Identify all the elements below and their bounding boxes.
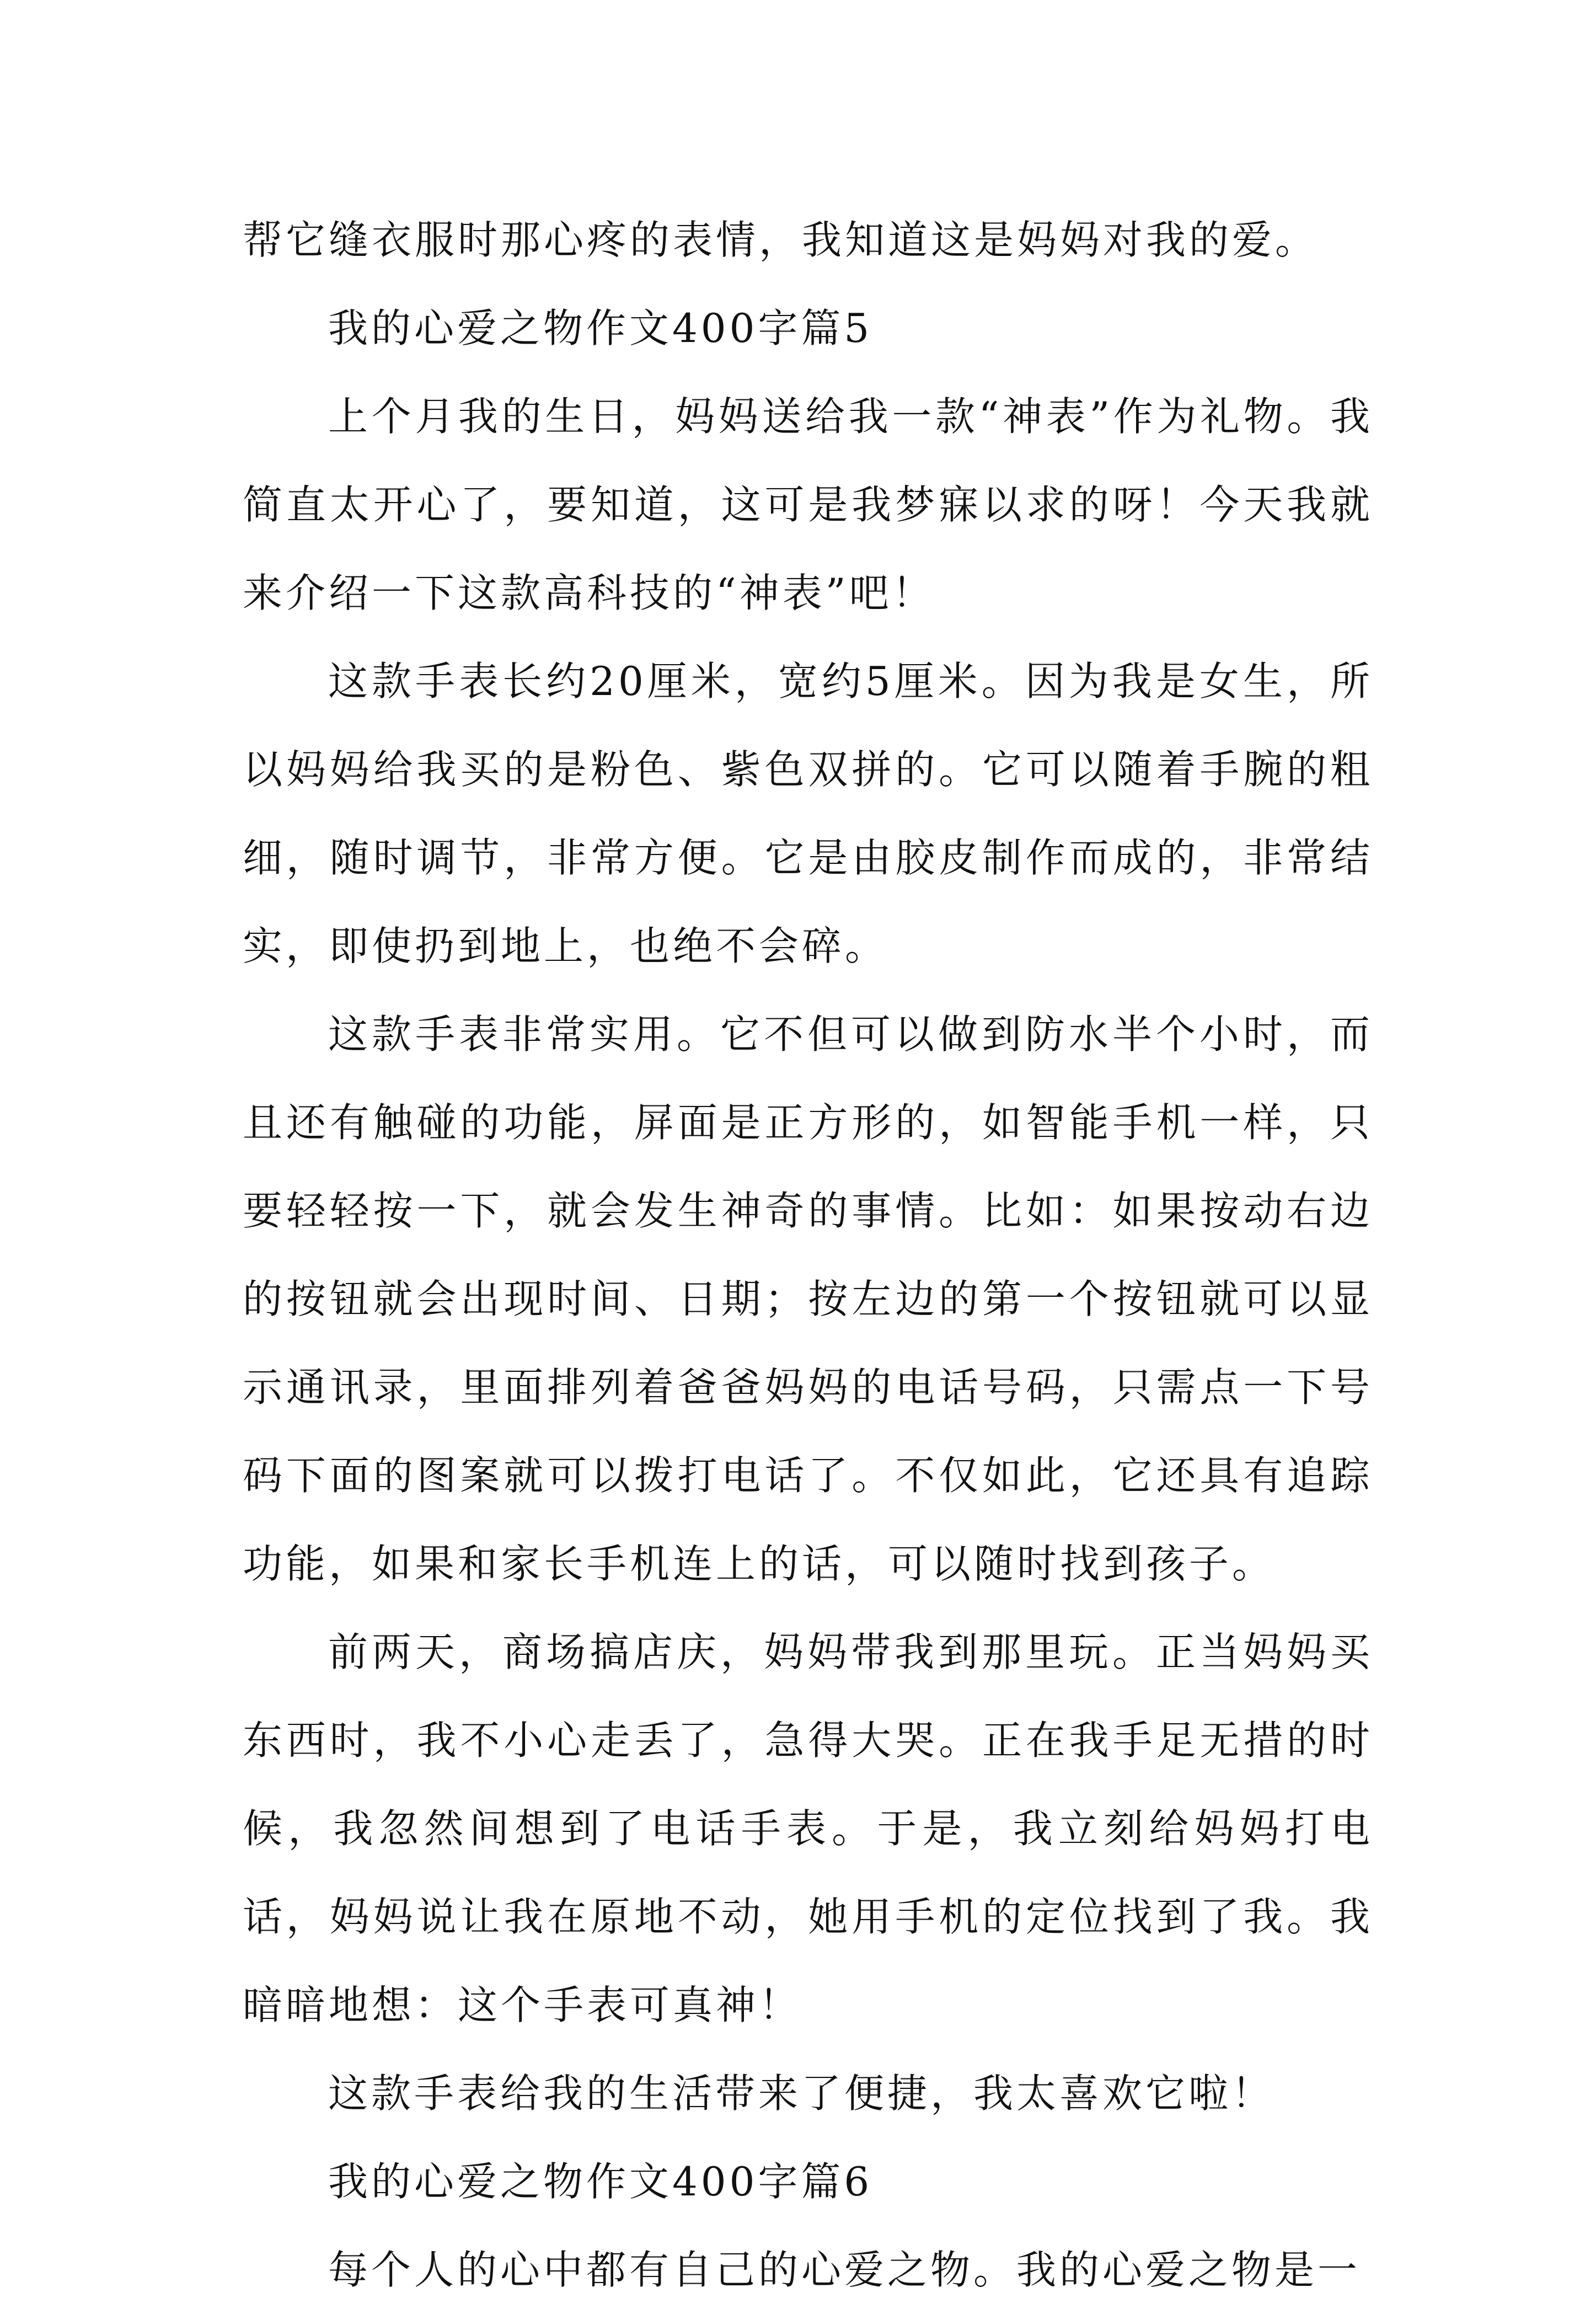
- paragraph: 前两天，商场搞店庆，妈妈带我到那里玩。正当妈妈买东西时，我不小心走丢了，急得大哭。正在我手足无措的时候，我忽然间想到了电话手表。于是，我立刻给妈妈打电话，妈妈说让我在原地不动，她用手机的定位找到了我。我暗暗地想：这个手表可真神！: [243, 1629, 1373, 2028]
- document-body: [243, 196, 1373, 2314]
- paragraph: 上个月我的生日，妈妈送给我一款“神表”作为礼物。我简直太开心了，要知道，这可是我梦寐以求的呀！今天我就来介绍一下这款高科技的“神表”吧！: [243, 393, 1373, 616]
- paragraph: 每个人的心中都有自己的心爱之物。我的心爱之物是一: [328, 2247, 1361, 2293]
- paragraph-continuation: 帮它缝衣服时那心疼的表情，我知道这是妈妈对我的爱。: [243, 217, 1319, 263]
- paragraph: 这款手表非常实用。它不但可以做到防水半个小时，而且还有触碰的功能，屏面是正方形的，如智能手机一样，只要轻轻按一下，就会发生神奇的事情。比如：如果按动右边的按钮就会出现时间、日期；按左边的第一个按钮就可以显示通讯录，里面排列着爸爸妈妈的电话号码，只需点一下号码下面的图案就可以拨打电话了。不仅如此，它还具有追踪功能，如果和家长手机连上的话，可以随时找到孩子。: [243, 1011, 1373, 1587]
- section-heading: 我的心爱之物作文400字篇5: [328, 305, 873, 351]
- paragraph: 这款手表给我的生活带来了便捷，我太喜欢它啦！: [328, 2070, 1275, 2117]
- section-heading: 我的心爱之物作文400字篇6: [328, 2158, 873, 2205]
- paragraph: 这款手表长约20厘米，宽约5厘米。因为我是女生，所以妈妈给我买的是粉色、紫色双拼的。它可以随着手腕的粗细，随时调节，非常方便。它是由胶皮制作而成的，非常结实，即使扔到地上，也绝不会碎。: [243, 658, 1373, 969]
